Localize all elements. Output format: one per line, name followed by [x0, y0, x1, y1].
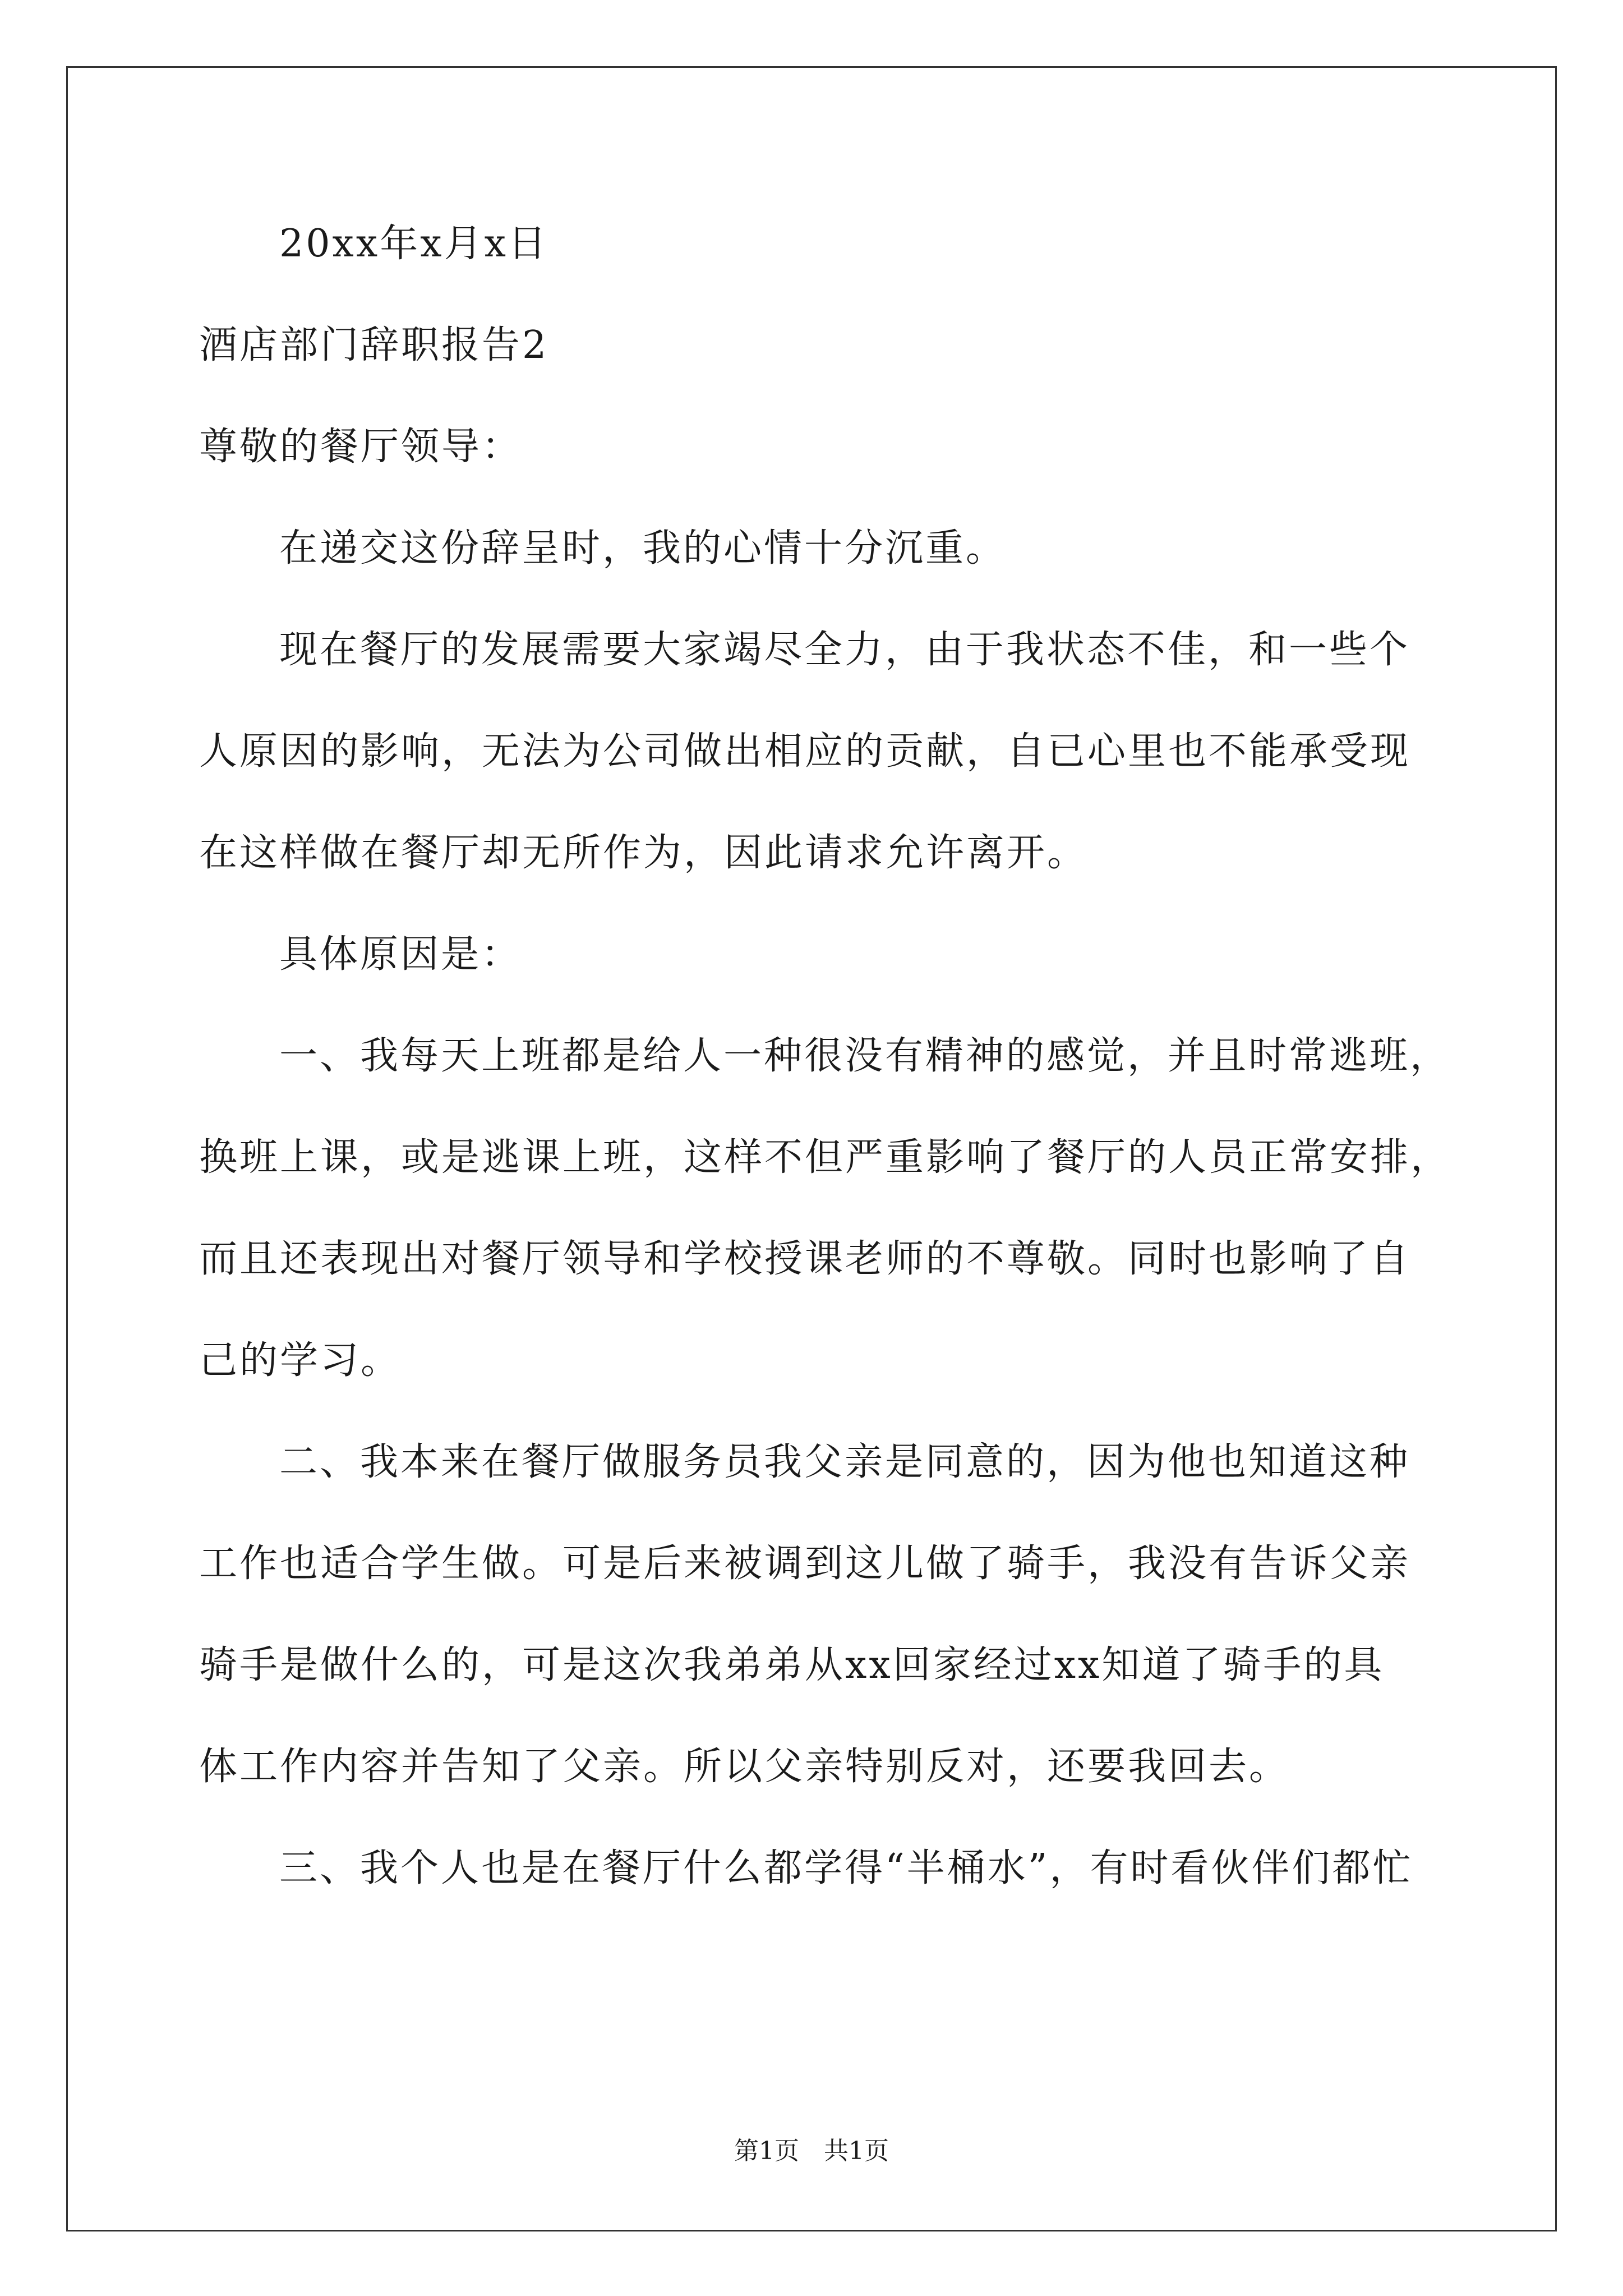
- paragraph-line: 在这样做在餐厅却无所作为，因此请求允许离开。: [199, 831, 1088, 875]
- paragraph-line: 现在餐厅的发展需要大家竭尽全力，由于我状态不佳，和一些个: [279, 628, 1410, 672]
- paragraph-line: 换班上课，或是逃课上班，这样不但严重影响了餐厅的人员正常安排，: [199, 1135, 1451, 1180]
- document-body: [199, 216, 1461, 1897]
- paragraph-line: 三、我个人也是在餐厅什么都学得“半桶水”，有时看伙伴们都忙: [279, 1846, 1413, 1890]
- paragraph: [199, 1028, 1461, 1389]
- paragraph-line: 工作也适合学生做。可是后来被调到这儿做了骑手，我没有告诉父亲: [199, 1542, 1411, 1586]
- paragraph-line: 己的学习。: [199, 1338, 402, 1383]
- document-title: 酒店部门辞职报告2: [199, 323, 549, 367]
- page-footer: 第1页 共1页: [734, 2137, 889, 2165]
- paragraph: [199, 1434, 1461, 1795]
- paragraph: [199, 521, 1461, 577]
- paragraph-line: 骑手是做什么的，可是这次我弟弟从xx回家经过xx知道了骑手的具: [199, 1643, 1385, 1687]
- paragraph-line: 在递交这份辞呈时，我的心情十分沉重。: [279, 526, 1007, 570]
- paragraph-line: 体工作内容并告知了父亲。所以父亲特别反对，还要我回去。: [199, 1745, 1290, 1789]
- paragraph: [199, 1841, 1461, 1897]
- paragraph: [199, 927, 1461, 983]
- paragraph-line: 具体原因是：: [279, 932, 522, 977]
- date-line: 20xx年x月x日: [279, 222, 548, 266]
- paragraph-line: 而且还表现出对餐厅领导和学校授课老师的不尊敬。同时也影响了自: [199, 1237, 1411, 1281]
- salutation: 尊敬的餐厅领导：: [199, 425, 523, 469]
- paragraph-line: 人原因的影响，无法为公司做出相应的贡献，自已心里也不能承受现: [199, 729, 1411, 774]
- paragraph: [199, 622, 1461, 881]
- paragraph-line: 一、我每天上班都是给人一种很没有精神的感觉，并且时常逃班，: [279, 1034, 1451, 1078]
- paragraph-line: 二、我本来在餐厅做服务员我父亲是同意的，因为他也知道这种: [279, 1440, 1410, 1484]
